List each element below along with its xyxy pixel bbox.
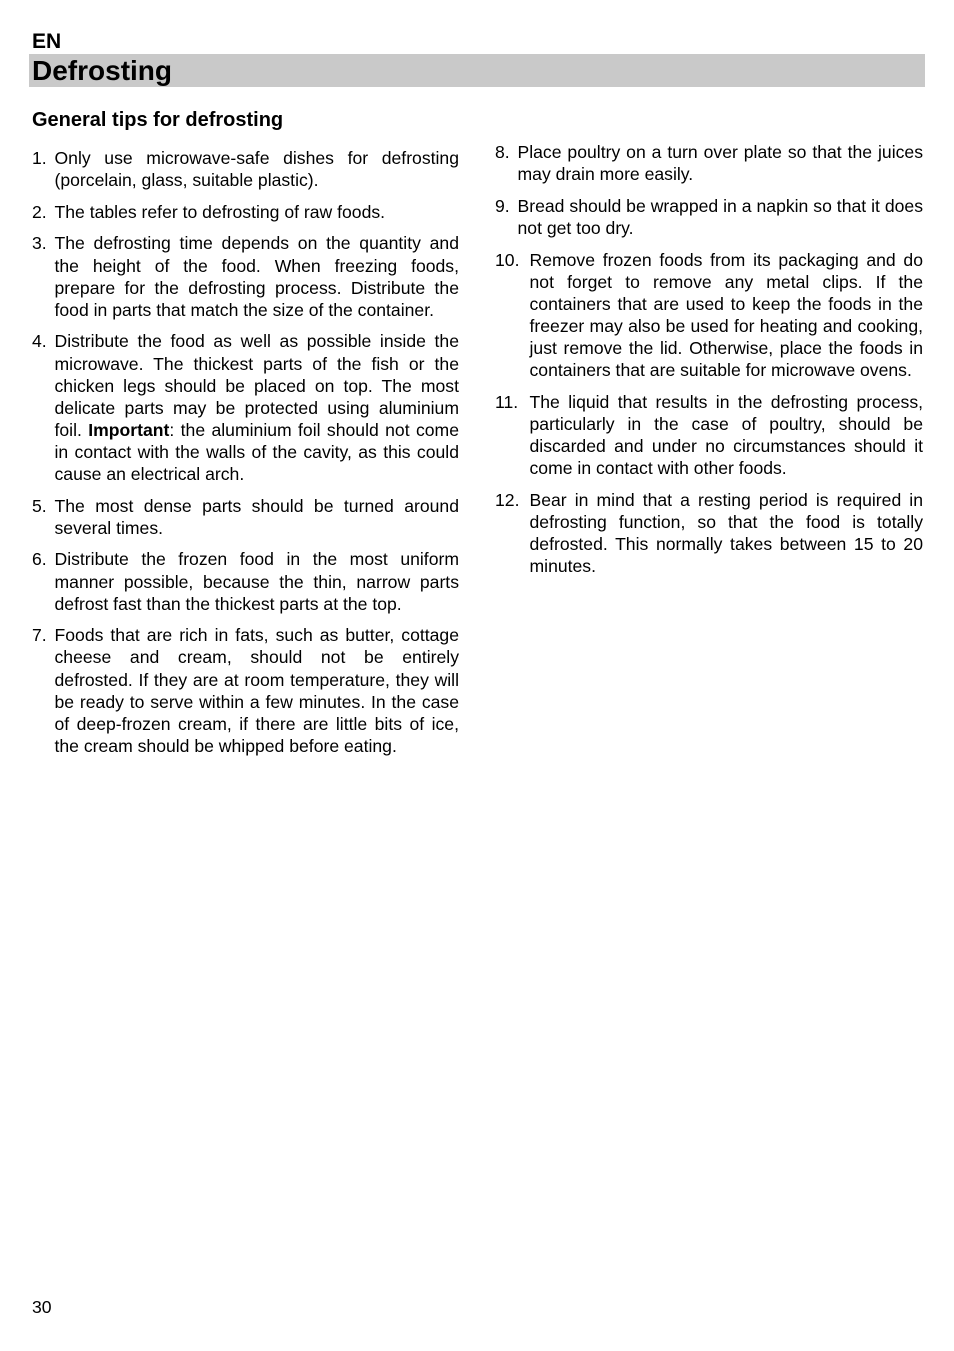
tip-number: 10. bbox=[495, 249, 520, 270]
tip-item-10 bbox=[495, 249, 923, 382]
tip-number: 6. bbox=[32, 549, 47, 570]
language-label: EN bbox=[32, 30, 62, 53]
tip-number: 9. bbox=[495, 195, 510, 216]
tip-text-after: : the aluminium foil should not come in contact with the walls of the cavity, as this could cause an electrical arch. bbox=[54, 419, 459, 484]
right-column bbox=[495, 141, 923, 587]
tip-text: Bear in mind that a resting period is required in defrosting function, so that the food is totally defrosted. This normally takes between 15 to 20 minutes. bbox=[529, 489, 923, 576]
tip-item-7 bbox=[32, 624, 459, 757]
tip-text bbox=[55, 330, 460, 485]
tip-number: 2. bbox=[32, 201, 47, 222]
tip-text: Remove frozen foods from its packaging and do not forget to remove any metal clips. If the containers that are used to keep the foods in the freezer may also be used for heating and cooking, just remove the lid. Otherwise, place the foods in containers that are suitable for microwave ovens. bbox=[529, 249, 923, 381]
section-title: General tips for defrosting bbox=[32, 109, 284, 131]
tip-item-8 bbox=[495, 141, 923, 185]
tip-number: 4. bbox=[32, 331, 47, 352]
page-title: Defrosting bbox=[32, 55, 172, 86]
important-label: Important bbox=[88, 419, 170, 440]
tip-text: Distribute the frozen food in the most uniform manner possible, because the thin, narrow parts defrost fast than the thickest parts at the top. bbox=[54, 549, 459, 614]
tip-text: The tables refer to defrosting of raw foods. bbox=[54, 201, 386, 222]
tip-text: The most dense parts should be turned around several times. bbox=[54, 495, 459, 538]
tip-item-1 bbox=[32, 147, 459, 191]
tip-text: Bread should be wrapped in a napkin so that it does not get too dry. bbox=[517, 195, 923, 238]
tip-number: 1. bbox=[32, 148, 47, 168]
tip-number: 12. bbox=[495, 489, 520, 510]
tip-text: The defrosting time depends on the quantity and the height of the food. When freezing foods, prepare for the defrosting process. Distribute the food in parts that match the size of the container. bbox=[54, 233, 459, 320]
tip-number: 11. bbox=[495, 391, 519, 412]
tip-item-11 bbox=[495, 391, 923, 479]
tip-number: 8. bbox=[495, 142, 510, 162]
title-bar bbox=[29, 54, 925, 87]
tip-text: Only use microwave-safe dishes for defrosting (porcelain, glass, suitable plastic). bbox=[54, 148, 459, 191]
left-column bbox=[32, 106, 459, 767]
tip-number: 3. bbox=[32, 233, 47, 254]
tip-number: 7. bbox=[32, 625, 47, 646]
tip-item-3 bbox=[32, 232, 459, 320]
tip-number: 5. bbox=[32, 495, 47, 516]
tip-text: The liquid that results in the defrosting process, particularly in the case of poultry, should be discarded and under no circumstances should it come in contact with other foods. bbox=[529, 391, 923, 478]
tip-item-6 bbox=[32, 548, 459, 614]
tip-text: Place poultry on a turn over plate so that the juices may drain more easily. bbox=[517, 142, 923, 185]
page-number: 30 bbox=[32, 1297, 52, 1317]
tip-item-9 bbox=[495, 195, 923, 239]
tip-item-4 bbox=[32, 330, 459, 485]
tip-text: Foods that are rich in fats, such as butter, cottage cheese and cream, should not be entirely defrosted. If they are at room temperature, they will be ready to serve within a few minutes. In the case of deep-frozen cream, if there are little bits of ice, the cream should be whipped before eating. bbox=[54, 625, 459, 756]
tip-item-2 bbox=[32, 201, 459, 223]
tip-item-5 bbox=[32, 495, 459, 539]
tip-text-before: Distribute the food as well as possible inside the microwave. The thickest parts of the fish or the chicken legs should be placed on top. The most delicate parts may be protected using aluminium foil. bbox=[54, 331, 459, 440]
tip-item-12 bbox=[495, 489, 923, 577]
